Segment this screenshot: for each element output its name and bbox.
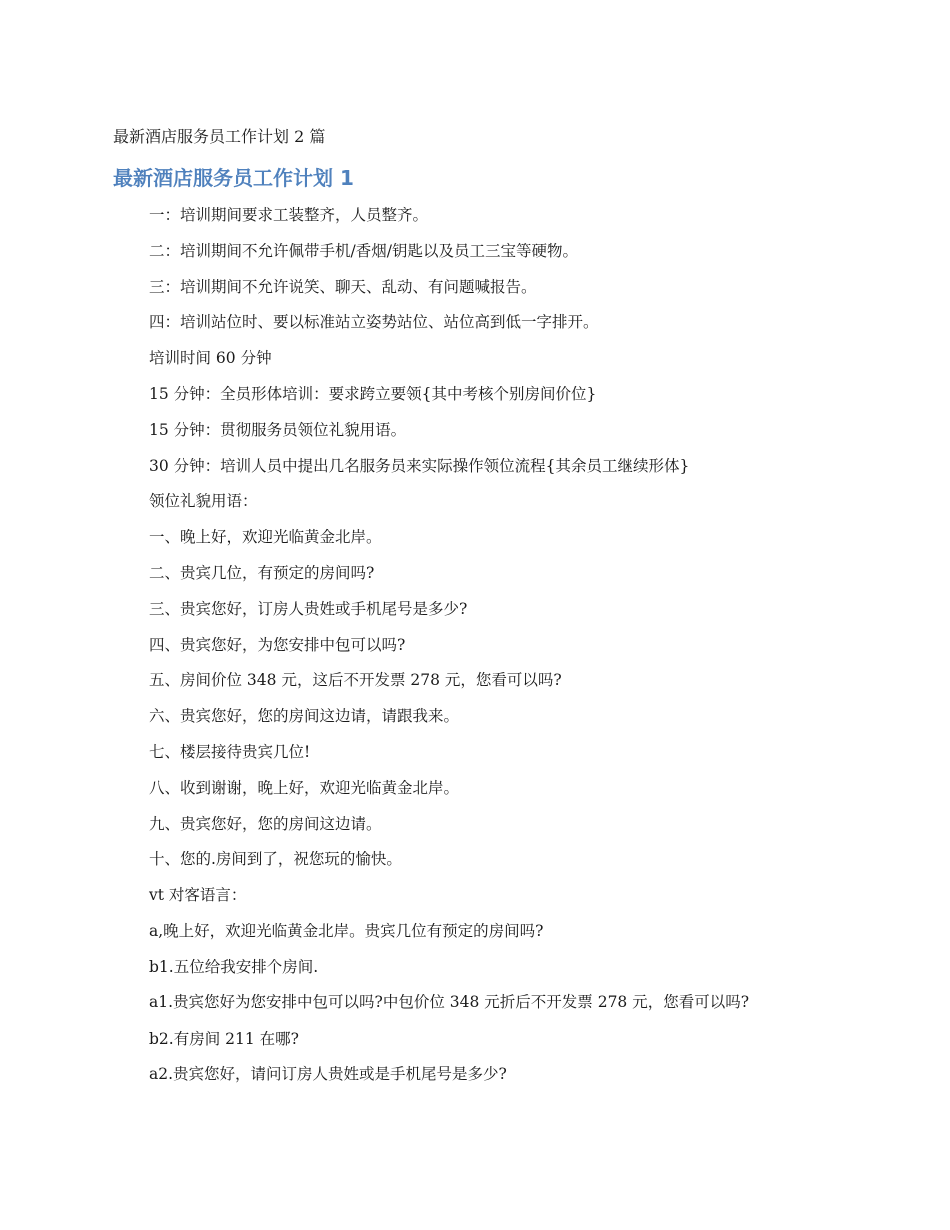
paragraph: 十、您的.房间到了，祝您玩的愉快。 xyxy=(149,850,402,869)
paragraph: 四：培训站位时、要以标准站立姿势站位、站位高到低一字排开。 xyxy=(149,313,599,332)
paragraph: a2.贵宾您好，请问订房人贵姓或是手机尾号是多少? xyxy=(149,1065,507,1084)
paragraph: b2.有房间 211 在哪? xyxy=(149,1029,299,1048)
paragraph: 15 分钟：贯彻服务员领位礼貌用语。 xyxy=(149,420,407,439)
paragraph: 30 分钟：培训人员中提出几名服务员来实际操作领位流程{其余员工继续形体} xyxy=(149,456,690,475)
paragraph: 七、楼层接待贵宾几位! xyxy=(149,742,311,761)
paragraph: 九、贵宾您好，您的房间这边请。 xyxy=(149,814,382,833)
paragraph: 二、贵宾几位，有预定的房间吗? xyxy=(149,563,375,582)
paragraph: 六、贵宾您好，您的房间这边请，请跟我来。 xyxy=(149,707,460,726)
paragraph: a,晚上好，欢迎光临黄金北岸。贵宾几位有预定的房间吗? xyxy=(149,921,544,940)
paragraph: 三、贵宾您好，订房人贵姓或手机尾号是多少? xyxy=(149,599,468,618)
paragraph: a1.贵宾您好为您安排中包可以吗?中包价位 348 元折后不开发票 278 元，您看可以吗? xyxy=(149,992,750,1011)
paragraph: b1.五位给我安排个房间. xyxy=(149,957,319,976)
paragraph: 一：培训期间要求工装整齐，人员整齐。 xyxy=(149,206,429,224)
document-body xyxy=(113,203,825,1098)
paragraph: 五、房间价位 348 元，这后不开发票 278 元，您看可以吗? xyxy=(149,671,562,690)
paragraph: 四、贵宾您好，为您安排中包可以吗? xyxy=(149,635,406,654)
section-heading: 最新酒店服务员工作计划 1 xyxy=(113,166,354,190)
paragraph: 二：培训期间不允许佩带手机/香烟/钥匙以及员工三宝等硬物。 xyxy=(149,241,578,260)
paragraph: vt 对客语言： xyxy=(149,886,247,905)
paragraph: 八、收到谢谢，晚上好，欢迎光临黄金北岸。 xyxy=(149,778,460,797)
paragraph: 三：培训期间不允许说笑、聊天、乱动、有问题喊报告。 xyxy=(149,277,537,296)
paragraph: 领位礼貌用语： xyxy=(149,492,258,511)
paragraph: 15 分钟：全员形体培训：要求跨立要领{其中考核个别房间价位} xyxy=(149,384,597,403)
paragraph: 培训时间 60 分钟 xyxy=(149,349,272,368)
document-title: 最新酒店服务员工作计划 2 篇 xyxy=(113,127,326,146)
paragraph: 一、晚上好，欢迎光临黄金北岸。 xyxy=(149,528,382,547)
